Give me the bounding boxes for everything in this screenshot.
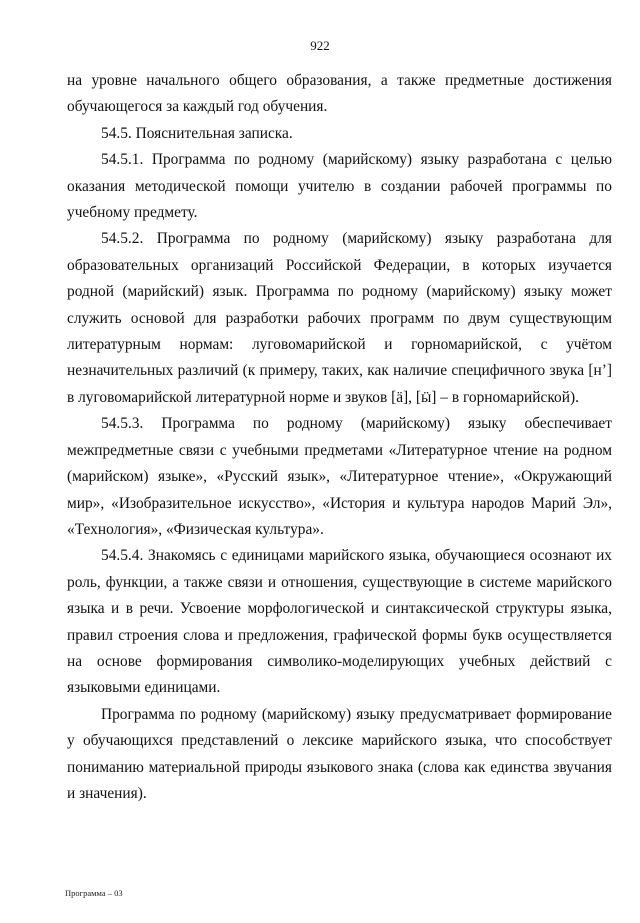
footer-label: Программа – 03: [65, 888, 123, 898]
paragraph-lexicon: Программа по родному (марийскому) языку предусматривает формирование у обучающихся представлений о лексике марийского языка, что способствует пониманию материальной природы языкового знака (слова как единства звучания и значения).: [67, 705, 612, 802]
paragraph-54-5-1: 54.5.1. Программа по родному (марийскому) языку разработана с целью оказания методической помощи учителю в создании рабочей программы по учебному предмету.: [67, 151, 612, 222]
page-number: 922: [310, 38, 330, 53]
paragraph-54-5-2: 54.5.2. Программа по родному (марийскому) языку разработана для образовательных организаций Российской Федерации, в которых изучается родной (марийский) язык. Программа по родному (марийскому) языку может служить основой для разработки рабочих программ по двум существующим литературным нормам: луговомарийской и горномарийской, с учётом незначительных различий (к примеру, таких, как наличие специфичного звука [нʼ] в луговомарийской литературной норме и звуков [ӓ], [ӹ] – в горномарийской).: [67, 230, 612, 406]
paragraph-54-5-3: 54.5.3. Программа по родному (марийскому) языку обеспечивает межпредметные связи с учебными предметами «Литературное чтение на родном (марийском) языке», «Русский язык», «Литературное чтение», «Окружающий мир», «Изобразительное искусство», «История и культура народов Марий Эл», «Технология», «Физическая культура».: [67, 415, 612, 538]
paragraph-intro: на уровне начального общего образования, а также предметные достижения обучающегося за каждый год обучения.: [67, 72, 612, 116]
body-text: [67, 68, 612, 807]
paragraph-54-5-4: 54.5.4. Знакомясь с единицами марийского языка, обучающиеся осознают их роль, функции, а также связи и отношения, существующие в системе марийского языка и в речи. Усвоение морфологической и синтаксической структуры языка, правил строения слова и предложения, графической формы букв осуществляется на основе формирования символико-моделирующих учебных действий с языковыми единицами.: [67, 547, 612, 697]
paragraph-54-5: 54.5. Пояснительная записка.: [101, 124, 293, 142]
